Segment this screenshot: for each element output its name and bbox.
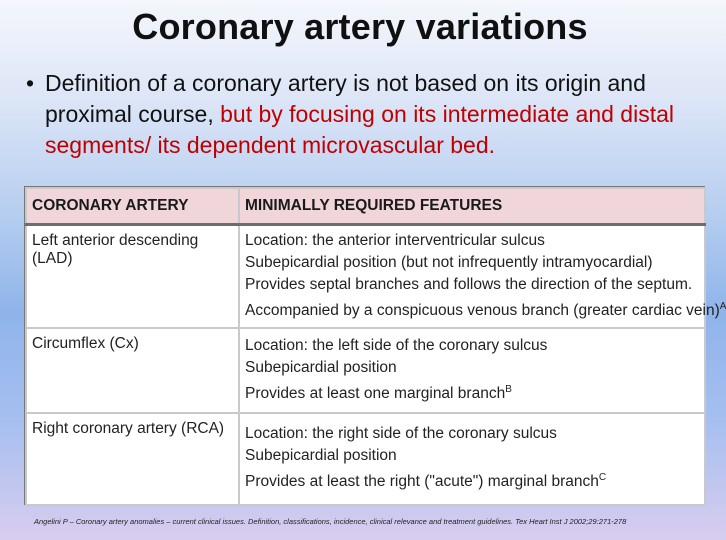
- features-lad: [239, 225, 726, 328]
- bullet-text: [45, 68, 706, 161]
- footnote-marker: A: [719, 301, 726, 313]
- feature-text: Provides at least the right ("acute") marginal branch: [245, 473, 599, 491]
- feature-line: Subepicardial position: [245, 358, 397, 376]
- slide-title: Coronary artery variations: [132, 6, 588, 47]
- feature-line: Subepicardial position: [245, 447, 397, 465]
- feature-line: Provides septal branches and follows the direction of the septum.: [245, 276, 693, 294]
- bullet-text-red: but by focusing on its intermediate and distal segments/ its dependent microvascular bed.: [45, 101, 675, 158]
- table-row: [26, 328, 705, 413]
- footnote-marker: B: [505, 383, 512, 395]
- features-cx: [239, 328, 705, 413]
- artery-name-cx: Circumflex (Cx): [26, 328, 239, 413]
- coronary-artery-table: [25, 187, 726, 506]
- features-rca: [239, 413, 705, 505]
- feature-line: Location: the right side of the coronary sulcus: [245, 425, 557, 443]
- bullet-text-black: Definition of a coronary artery is not based on its origin and proximal course,: [45, 70, 646, 127]
- table-row: [26, 225, 705, 328]
- feature-text: Accompanied by a conspicuous venous branch (greater cardiac vein): [245, 302, 720, 320]
- coronary-table-image: [24, 186, 726, 505]
- table-row: [26, 413, 705, 505]
- feature-line: Subepicardial position (but not infrequently intramyocardial): [245, 254, 653, 272]
- table-header-row: [26, 188, 705, 225]
- feature-line: Location: the anterior interventricular sulcus: [245, 232, 545, 250]
- feature-line: Location: the left side of the coronary sulcus: [245, 336, 548, 354]
- artery-name-rca: Right coronary artery (RCA): [26, 413, 239, 505]
- feature-line: [245, 467, 699, 493]
- feature-text: Provides at least one marginal branch: [245, 385, 506, 403]
- header-coronary-artery: CORONARY ARTERY: [26, 188, 239, 225]
- footnote-marker: C: [598, 472, 607, 484]
- bullet-point: [16, 68, 706, 161]
- artery-name-lad: Left anterior descending (LAD): [26, 225, 239, 328]
- reference-citation: Angelini P – Coronary artery anomalies – current clinical issues. Definition, classifications, incidence, clinical relevance and treatment guidelines. Tex Heart Inst J 2002;29:271-278: [34, 517, 627, 526]
- feature-line: [245, 296, 726, 322]
- bullet-marker: •: [26, 70, 35, 96]
- feature-line: [245, 379, 699, 405]
- header-minimally-required-features: MINIMALLY REQUIRED FEATURES: [239, 188, 705, 225]
